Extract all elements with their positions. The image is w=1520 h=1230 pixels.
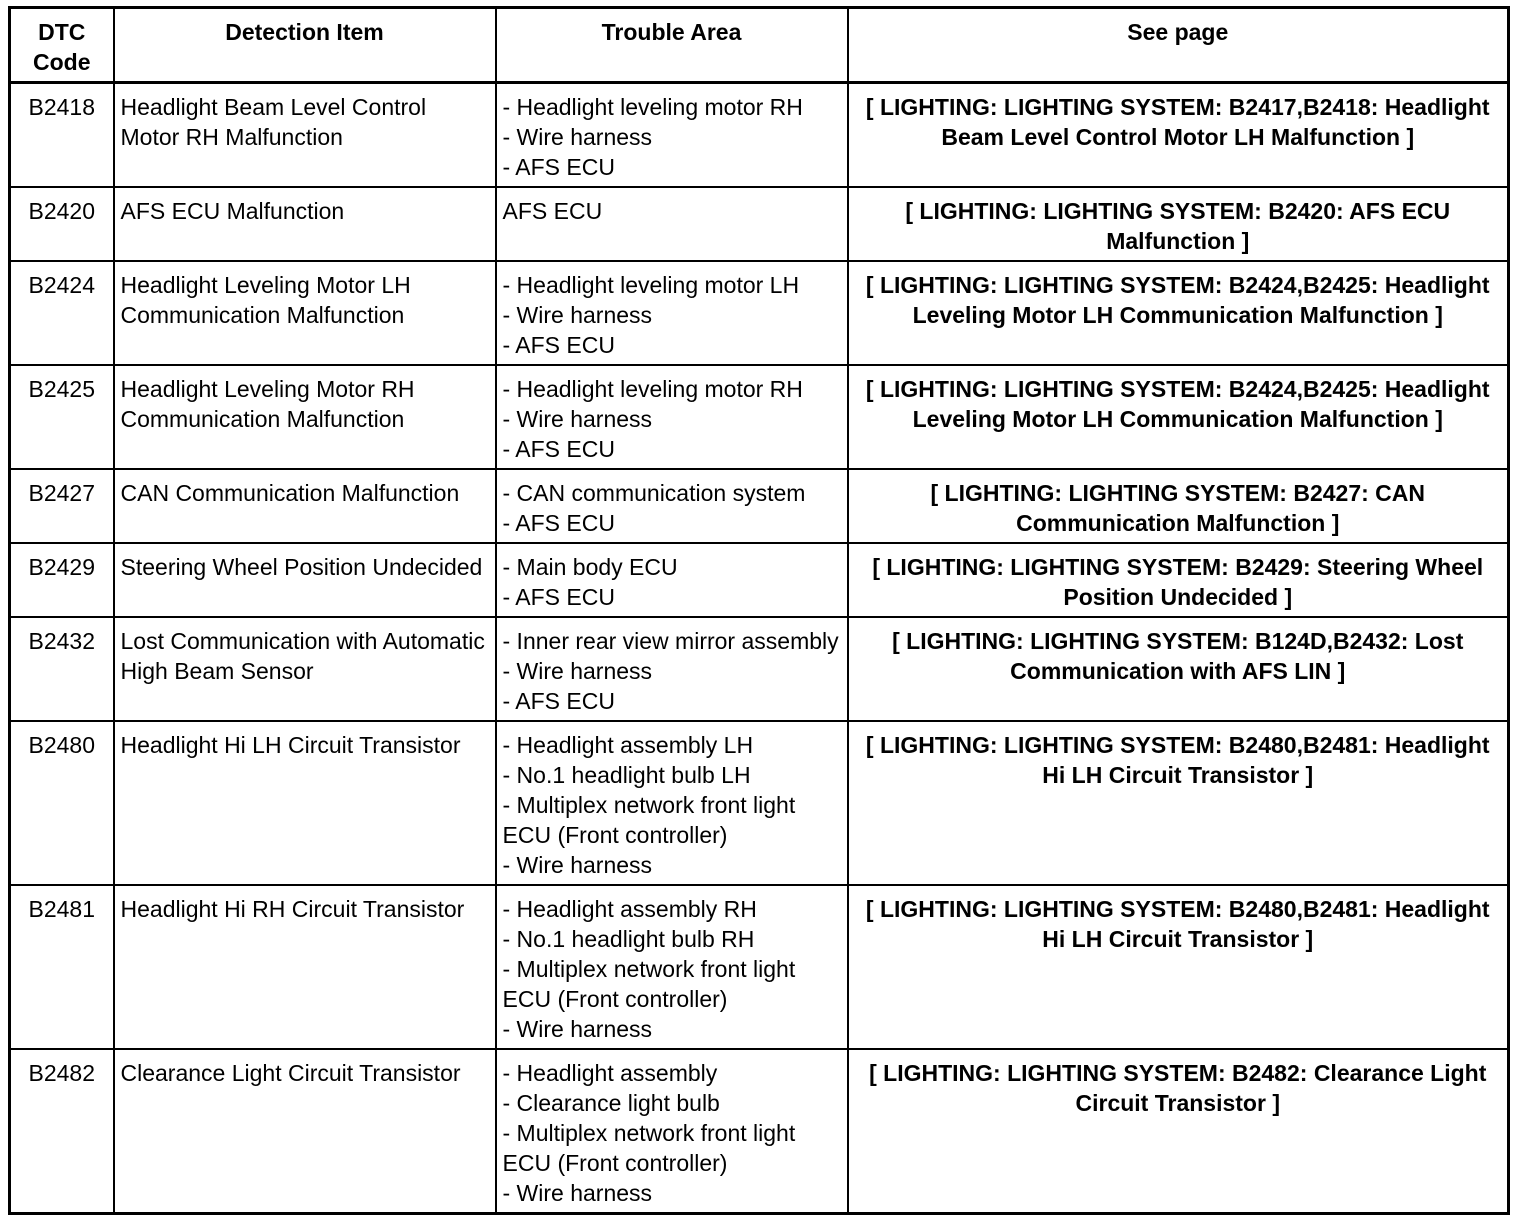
dtc-code-cell: B2429 <box>10 543 114 617</box>
see-page-reference[interactable]: [ LIGHTING: LIGHTING SYSTEM: B2482: Clearance Light Circuit Transistor ] <box>848 1049 1509 1214</box>
trouble-area-line: - Wire harness <box>502 406 653 432</box>
table-row <box>10 469 1509 543</box>
detection-item-cell: Headlight Hi RH Circuit Transistor <box>114 885 496 1049</box>
trouble-area-cell <box>496 261 848 365</box>
see-page-reference[interactable]: [ LIGHTING: LIGHTING SYSTEM: B2480,B2481: Headlight Hi LH Circuit Transistor ] <box>848 885 1509 1049</box>
trouble-area-line: - Headlight leveling motor RH <box>502 94 803 120</box>
trouble-area-cell <box>496 469 848 543</box>
see-page-reference[interactable]: [ LIGHTING: LIGHTING SYSTEM: B2424,B2425: Headlight Leveling Motor LH Communication Malfunction ] <box>848 365 1509 469</box>
trouble-area-cell <box>496 617 848 721</box>
table-header <box>10 8 1509 83</box>
see-page-reference[interactable]: [ LIGHTING: LIGHTING SYSTEM: B2480,B2481: Headlight Hi LH Circuit Transistor ] <box>848 721 1509 885</box>
header-detection-item: Detection Item <box>114 8 496 83</box>
trouble-area-cell <box>496 83 848 188</box>
table-row <box>10 365 1509 469</box>
trouble-area-line: - Headlight leveling motor RH <box>502 376 803 402</box>
see-page-reference[interactable]: [ LIGHTING: LIGHTING SYSTEM: B124D,B2432: Lost Communication with AFS LIN ] <box>848 617 1509 721</box>
trouble-area-line: - AFS ECU <box>502 510 615 536</box>
trouble-area-line: - Wire harness <box>502 852 653 878</box>
dtc-code-cell: B2418 <box>10 83 114 188</box>
see-page-reference[interactable]: [ LIGHTING: LIGHTING SYSTEM: B2427: CAN Communication Malfunction ] <box>848 469 1509 543</box>
table-row <box>10 187 1509 261</box>
trouble-area-line: - Wire harness <box>502 302 653 328</box>
header-row <box>10 8 1509 83</box>
trouble-area-line: - AFS ECU <box>502 688 615 714</box>
detection-item-cell: AFS ECU Malfunction <box>114 187 496 261</box>
see-page-reference[interactable]: [ LIGHTING: LIGHTING SYSTEM: B2429: Steering Wheel Position Undecided ] <box>848 543 1509 617</box>
trouble-area-line: - Wire harness <box>502 1180 653 1206</box>
see-page-reference[interactable]: [ LIGHTING: LIGHTING SYSTEM: B2420: AFS ECU Malfunction ] <box>848 187 1509 261</box>
dtc-code-cell: B2420 <box>10 187 114 261</box>
table-row <box>10 1049 1509 1214</box>
trouble-area-line: - Main body ECU <box>502 554 678 580</box>
trouble-area-line: - Headlight assembly <box>502 1060 718 1086</box>
trouble-area-line: - Multiplex network front light ECU (Front controller) <box>502 1120 796 1176</box>
see-page-reference[interactable]: [ LIGHTING: LIGHTING SYSTEM: B2417,B2418: Headlight Beam Level Control Motor LH Malfunction ] <box>848 83 1509 188</box>
dtc-code-cell: B2482 <box>10 1049 114 1214</box>
trouble-area-line: - Headlight assembly LH <box>502 732 754 758</box>
trouble-area-line: - AFS ECU <box>502 332 615 358</box>
trouble-area-cell <box>496 543 848 617</box>
trouble-area-line: - Headlight leveling motor LH <box>502 272 800 298</box>
trouble-area-line: - AFS ECU <box>502 154 615 180</box>
dtc-table <box>8 6 1510 1215</box>
header-trouble-area: Trouble Area <box>496 8 848 83</box>
detection-item-cell: Lost Communication with Automatic High Beam Sensor <box>114 617 496 721</box>
header-dtc-code: DTC Code <box>10 8 114 83</box>
table-row <box>10 617 1509 721</box>
detection-item-cell: Headlight Leveling Motor LH Communication Malfunction <box>114 261 496 365</box>
trouble-area-line: - No.1 headlight bulb RH <box>502 926 755 952</box>
detection-item-cell: CAN Communication Malfunction <box>114 469 496 543</box>
trouble-area-cell <box>496 721 848 885</box>
trouble-area-line: - Clearance light bulb <box>502 1090 720 1116</box>
trouble-area-cell <box>496 365 848 469</box>
trouble-area-cell <box>496 187 848 261</box>
trouble-area-line: AFS ECU <box>502 198 603 224</box>
trouble-area-line: - Headlight assembly RH <box>502 896 757 922</box>
dtc-code-cell: B2424 <box>10 261 114 365</box>
detection-item-cell: Steering Wheel Position Undecided <box>114 543 496 617</box>
trouble-area-line: - No.1 headlight bulb LH <box>502 762 751 788</box>
table-row <box>10 721 1509 885</box>
header-see-page: See page <box>848 8 1509 83</box>
trouble-area-line: - AFS ECU <box>502 584 615 610</box>
dtc-code-cell: B2425 <box>10 365 114 469</box>
table-row <box>10 261 1509 365</box>
table-row <box>10 83 1509 188</box>
table-row <box>10 885 1509 1049</box>
dtc-code-cell: B2427 <box>10 469 114 543</box>
trouble-area-line: - Inner rear view mirror assembly <box>502 628 839 654</box>
detection-item-cell: Clearance Light Circuit Transistor <box>114 1049 496 1214</box>
trouble-area-cell <box>496 1049 848 1214</box>
dtc-code-cell: B2480 <box>10 721 114 885</box>
detection-item-cell: Headlight Leveling Motor RH Communication Malfunction <box>114 365 496 469</box>
trouble-area-line: - Wire harness <box>502 1016 653 1042</box>
trouble-area-cell <box>496 885 848 1049</box>
trouble-area-line: - Multiplex network front light ECU (Front controller) <box>502 792 796 848</box>
table-row <box>10 543 1509 617</box>
trouble-area-line: - Multiplex network front light ECU (Front controller) <box>502 956 796 1012</box>
table-body <box>10 83 1509 1214</box>
detection-item-cell: Headlight Hi LH Circuit Transistor <box>114 721 496 885</box>
trouble-area-line: - CAN communication system <box>502 480 806 506</box>
trouble-area-line: - Wire harness <box>502 124 653 150</box>
dtc-code-cell: B2432 <box>10 617 114 721</box>
see-page-reference[interactable]: [ LIGHTING: LIGHTING SYSTEM: B2424,B2425: Headlight Leveling Motor LH Communication Malfunction ] <box>848 261 1509 365</box>
dtc-code-cell: B2481 <box>10 885 114 1049</box>
trouble-area-line: - Wire harness <box>502 658 653 684</box>
trouble-area-line: - AFS ECU <box>502 436 615 462</box>
detection-item-cell: Headlight Beam Level Control Motor RH Malfunction <box>114 83 496 188</box>
